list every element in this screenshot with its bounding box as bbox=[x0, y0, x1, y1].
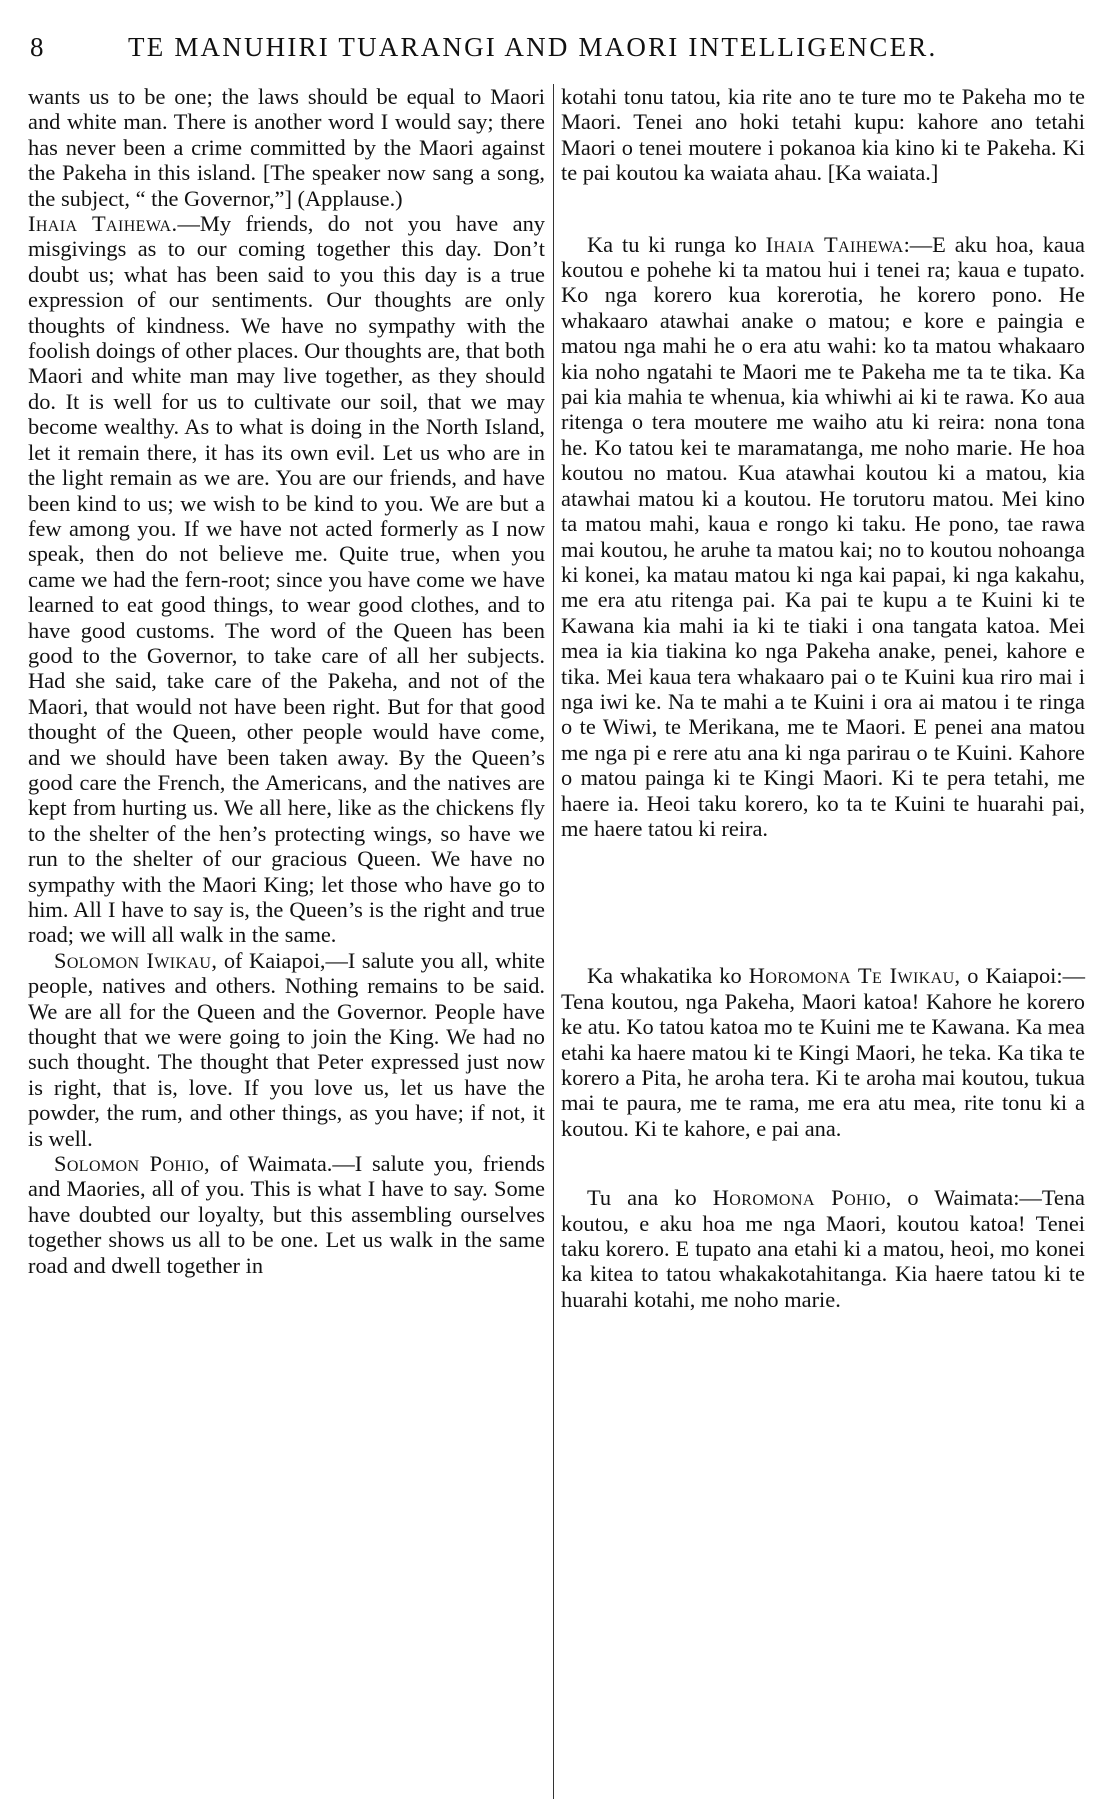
english-paragraph-2 bbox=[28, 211, 545, 948]
speaker-name: Horomona Te Iwikau bbox=[748, 963, 955, 989]
maori-paragraph-2 bbox=[561, 232, 1085, 842]
newspaper-title: TE MANUHIRI TUARANGI AND MAORI INTELLIGENCER. bbox=[128, 32, 938, 62]
speaker-name: Solomon Iwikau, bbox=[54, 947, 218, 973]
maori-paragraph-1: kotahi tonu tatou, kia rite ano te ture mo te Pakeha mo te Maori. Tenei ano hoki tetahi kupu: kahore ano tetahi Maori o tenei moutere i pokanoa kia kino ki te Pakeha. Ki te pai koutou ka waiata ahau. [Ka waiata.] bbox=[561, 84, 1085, 186]
page-header bbox=[28, 30, 1078, 74]
speech-text: —My friends, do not you have any misgivings as to our coming together this day. Don’t doubt us; what has been said to you this day is a true expression of our sentiments. Our thoughts are only thoughts of kindness. We have no sympathy with the foolish doings of other places. Our thoughts are, that both Maori and white man may live together, as they should do. It is well for us to cultivate our soil, that we may become wealthy. As to what is doing in the North Island, let it remain there, it has its own evil. Let us who are in the light remain as we are. You are our friends, and have been kind to us; we wish to be kind to you. We are but a few among you. If we have not acted formerly as I now speak, then do not believe me. Quite true, when you came we had the fern-root; since you have come we have learned to eat good things, to wear good clothes, and to have good customs. The word of the Queen has been good to the Governor, to take care of all her subjects. Had she said, take care of the Pakeha, and not of the Maori, that would not have been right. But for that good thought of the Queen, other people would have come, and we should have been taken away. By the Queen’s good care the French, the Americans, and the natives are kept from hurting us. We all here, like as the chickens fly to the shelter of the hen’s protecting wings, so have we run to the shelter of our gracious Queen. We have no sympathy with the Maori King; let those who have go to him. All I have to say is, the Queen’s is the right and true road; we will all walk in the same. bbox=[28, 211, 545, 948]
column-divider bbox=[553, 84, 554, 1799]
english-column bbox=[28, 84, 545, 1278]
maori-paragraph-4 bbox=[561, 1185, 1085, 1312]
speech-lead: Ka tu ki runga ko bbox=[587, 231, 766, 257]
english-paragraph-3 bbox=[28, 948, 545, 1151]
maori-column bbox=[561, 84, 1085, 1312]
speaker-name: Ihaia Taihewa. bbox=[28, 211, 178, 237]
speech-lead: Ka whakatika ko bbox=[587, 963, 749, 989]
english-paragraph-1: wants us to be one; the laws should be equal to Maori and white man. There is another word I would say; there has never been a crime committed by the Maori against the Pakeha in this island. [The speaker now sang a song, the subject, “ the Governor,”] (Applause.) bbox=[28, 84, 545, 211]
speech-text: of Waimata.—I salute you, friends and Maories, all of you. This is what I have to say. Some have doubted our loyalty, but this assembling ourselves together shows us all to be one. Let us walk in the same road and dwell together in bbox=[28, 1151, 545, 1278]
speaker-name: Solomon Pohio, bbox=[54, 1151, 211, 1177]
speech-lead: Tu ana ko bbox=[587, 1185, 713, 1211]
speech-text: :—E aku hoa, kaua koutou e pohehe ki ta matou hui i tenei ra; kaua e tupato. Ko nga korero kua korerotia, he korero pono. He whakaaro atawhai anake o matou; e kore e paingia e matou nga mahi he o era atu wahi: ko ta matou whakaaro kia noho ngatahi te Maori me te Pakeha me ta te tika. Ka pai kia mahia te whenua, kia whiwhi ai ki te rawa. Ko aua ritenga o tera moutere me waiho atu ki reira: nona tona he. Ko tatou kei te maramatanga, me noho marie. He hoa koutou no matou. Kua atawhai koutou ki a matou, kia atawhai matou ki a koutou. He torutoru matou. Mei kino ta matou mahi, kaua e rongo ki taku. He pono, tae rawa mai koutou, he aruhe ta matou kai; no to koutou nohoanga ki konei, ka matau matou ki nga kai papai, ki nga kakahu, me era atu ritenga pai. Ka pai te kupu a te Kuini ki te Kawana kia mahi ia ki te tiaki i ona tangata katoa. Mei mea ia kia tiakina ko nga Pakeha anake, penei, kahore e tika. Mei kaua tera whakaaro pai o te Kuini kua riro mai i nga iwi ke. Na te mahi a te Kuini i ora ai matou i te ringa o te Wiwi, te Merikana, me te Maori. E penei ana matou me nga pi e rere atu ana ki nga parirau o te Kuini. Kahore o matou painga ki te Kingi Maori. Ki te pera tetahi, me haere ia. Heoi taku korero, ko ta te Kuini te huarahi pai, me haere tatou ki reira. bbox=[561, 231, 1085, 841]
speech-text: , o Kaiapoi:—Tena koutou, nga Pakeha, Maori katoa! Kahore he korero ke atu. Ko tatou katoa mo te Kuini me te Kawana. Ka mea etahi ka haere matou ki te Kingi Maori, he teka. Ka tika te korero a Pita, he aroha tera. Ki te aroha mai koutou, tukua mai te paura, me te rama, me era atu mea, rite tonu ki a koutou. Ki te kahore, e pai ana. bbox=[561, 963, 1085, 1141]
maori-paragraph-3 bbox=[561, 963, 1085, 1141]
speaker-name: Ihaia Taihewa bbox=[765, 231, 904, 257]
speaker-name: Horomona Pohio bbox=[712, 1185, 886, 1211]
english-paragraph-4 bbox=[28, 1151, 545, 1278]
page-number: 8 bbox=[30, 32, 45, 62]
speech-text: of Kaiapoi,—I salute you all, white people, natives and others. Nothing remains to be said. We are all for the Queen and the Governor. People have thought that we were going to join the King. We had no such thought. The thought that Peter expressed just now is right, that is, love. If you love us, let us have the powder, the rum, and other things, as you have; if not, it is well. bbox=[28, 947, 545, 1151]
speech-text: , o Waimata:—Tena koutou, e aku hoa me nga Maori, koutou katoa! Tenei taku korero. E tupato ana etahi ki a matou, heoi, mo konei ka kitea to tatou whakakotahitanga. Kia haere tatou ki te huarahi kotahi, me noho marie. bbox=[561, 1185, 1086, 1312]
